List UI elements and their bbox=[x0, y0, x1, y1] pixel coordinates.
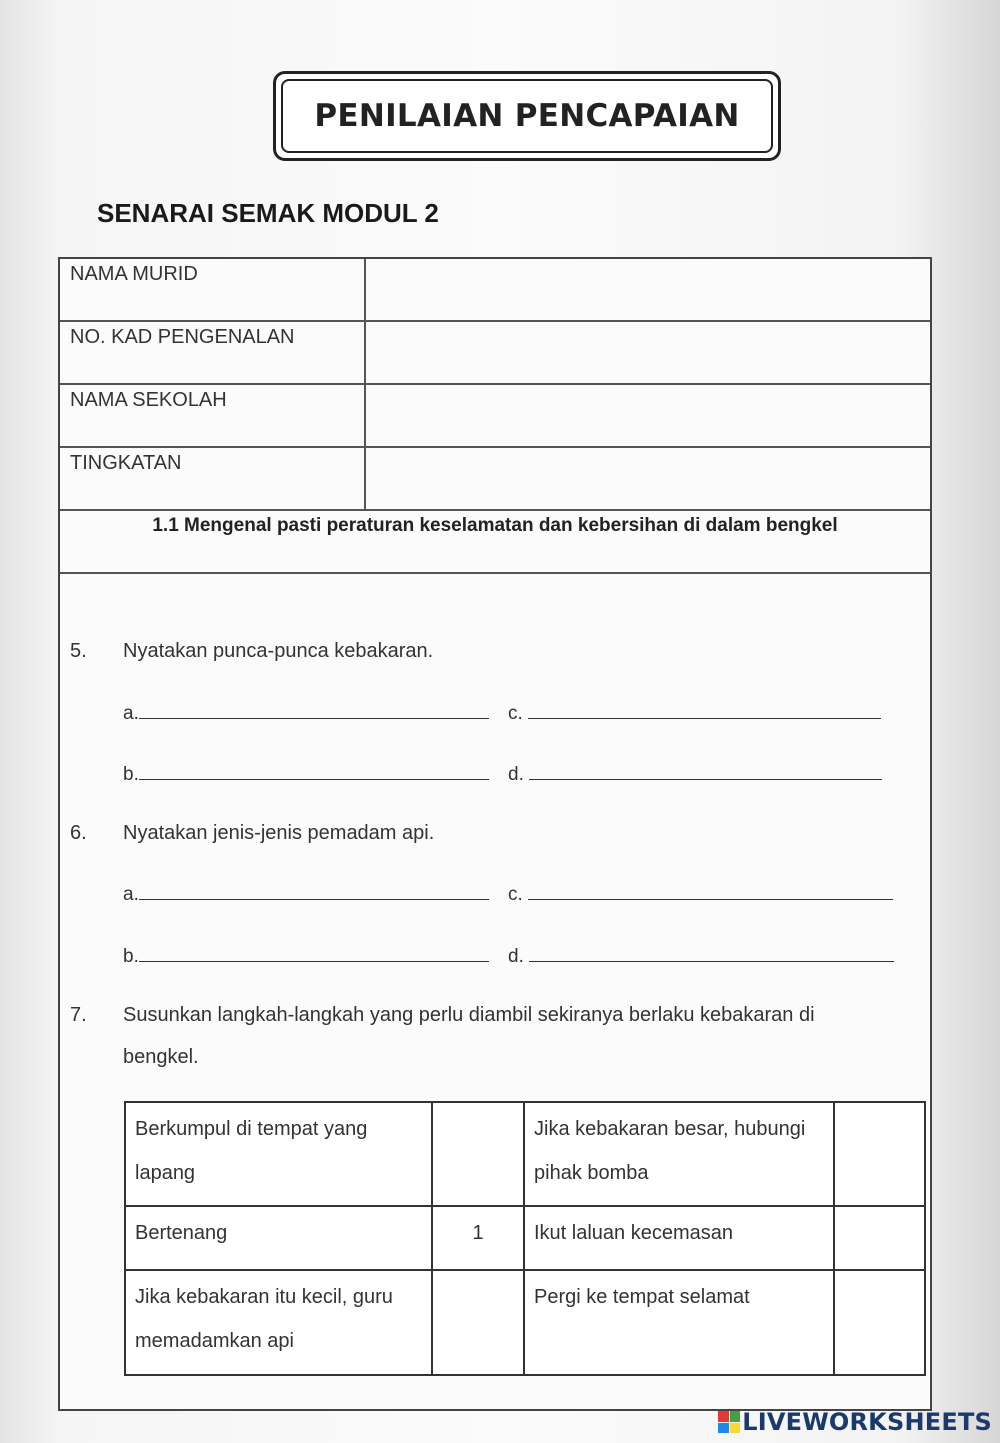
q6-answer-c[interactable] bbox=[528, 881, 893, 900]
blank-label: b. bbox=[123, 946, 139, 967]
row-divider bbox=[60, 509, 930, 511]
q6-blank-c[interactable] bbox=[508, 881, 893, 906]
module-subtitle: SENARAI SEMAK MODUL 2 bbox=[97, 198, 439, 228]
step-text: Pergi ke tempat selamat bbox=[524, 1270, 834, 1375]
step-answer-box[interactable] bbox=[834, 1206, 925, 1270]
q5-answer-d[interactable] bbox=[529, 761, 882, 780]
step-answer-box[interactable] bbox=[432, 1102, 524, 1206]
step-text: Ikut laluan kecemasan bbox=[524, 1206, 834, 1270]
blank-label: d. bbox=[508, 764, 524, 785]
blank-label: c. bbox=[508, 884, 523, 905]
q5-answer-a[interactable] bbox=[139, 700, 489, 719]
q6-answer-a[interactable] bbox=[139, 881, 489, 900]
page-title: PENILAIAN PENCAPAIAN bbox=[281, 79, 773, 153]
step-text: Jika kebakaran itu kecil, guru memadamkan api bbox=[125, 1270, 432, 1375]
row-divider bbox=[60, 446, 930, 448]
row-divider bbox=[60, 572, 930, 574]
steps-table bbox=[124, 1101, 926, 1376]
input-no-kad-pengenalan[interactable] bbox=[368, 324, 928, 380]
input-nama-murid[interactable] bbox=[368, 261, 928, 317]
logo-text: LIVEWORKSHEETS bbox=[742, 1408, 992, 1436]
q5-answer-b[interactable] bbox=[139, 761, 489, 780]
input-nama-sekolah[interactable] bbox=[368, 387, 928, 443]
logo-square bbox=[730, 1411, 741, 1422]
q5-blank-b[interactable] bbox=[123, 761, 489, 786]
label-no-kad-pengenalan: NO. KAD PENGENALAN bbox=[70, 326, 295, 348]
section-title: 1.1 Mengenal pasti peraturan keselamatan dan kebersihan di dalam bengkel bbox=[152, 515, 838, 536]
q6-blank-d[interactable] bbox=[508, 943, 894, 968]
question-7-text-line1: Susunkan langkah-langkah yang perlu diambil sekiranya berlaku kebakaran di bbox=[123, 1004, 815, 1026]
q5-blank-d[interactable] bbox=[508, 761, 882, 786]
logo-square bbox=[730, 1423, 741, 1434]
question-6-text: Nyatakan jenis-jenis pemadam api. bbox=[123, 822, 435, 844]
blank-label: b. bbox=[123, 764, 139, 785]
step-text: Jika kebakaran besar, hubungi pihak bomba bbox=[524, 1102, 834, 1206]
table-row bbox=[125, 1270, 925, 1375]
liveworksheets-icon bbox=[718, 1411, 740, 1433]
step-text: Berkumpul di tempat yang lapang bbox=[125, 1102, 432, 1206]
table-row bbox=[125, 1102, 925, 1206]
table-row bbox=[125, 1206, 925, 1270]
blank-label: c. bbox=[508, 703, 523, 724]
blank-label: a. bbox=[123, 884, 139, 905]
q6-answer-d[interactable] bbox=[529, 943, 894, 962]
q6-blank-a[interactable] bbox=[123, 881, 489, 906]
step-answer-box[interactable] bbox=[834, 1102, 925, 1206]
q6-blank-b[interactable] bbox=[123, 943, 489, 968]
q5-blank-c[interactable] bbox=[508, 700, 881, 725]
title-box bbox=[273, 71, 781, 161]
step-text: Bertenang bbox=[125, 1206, 432, 1270]
column-divider bbox=[364, 259, 366, 509]
label-nama-sekolah: NAMA SEKOLAH bbox=[70, 389, 227, 411]
step-answer-box[interactable]: 1 bbox=[432, 1206, 524, 1270]
q5-answer-c[interactable] bbox=[528, 700, 881, 719]
logo-square bbox=[718, 1423, 729, 1434]
question-6-number: 6. bbox=[70, 822, 87, 844]
step-answer-box[interactable] bbox=[432, 1270, 524, 1375]
question-7-text-line2: bengkel. bbox=[123, 1046, 199, 1068]
question-5-text: Nyatakan punca-punca kebakaran. bbox=[123, 640, 434, 662]
question-7-number: 7. bbox=[70, 1004, 87, 1026]
worksheet-frame bbox=[58, 257, 932, 1411]
step-answer-box[interactable] bbox=[834, 1270, 925, 1375]
q5-blank-a[interactable] bbox=[123, 700, 489, 725]
input-tingkatan[interactable] bbox=[368, 450, 928, 506]
q6-answer-b[interactable] bbox=[139, 943, 489, 962]
liveworksheets-logo bbox=[718, 1408, 992, 1436]
blank-label: d. bbox=[508, 946, 524, 967]
label-nama-murid: NAMA MURID bbox=[70, 263, 198, 285]
question-5-number: 5. bbox=[70, 640, 87, 662]
row-divider bbox=[60, 320, 930, 322]
row-divider bbox=[60, 383, 930, 385]
label-tingkatan: TINGKATAN bbox=[70, 452, 182, 474]
logo-square bbox=[718, 1411, 729, 1422]
blank-label: a. bbox=[123, 703, 139, 724]
